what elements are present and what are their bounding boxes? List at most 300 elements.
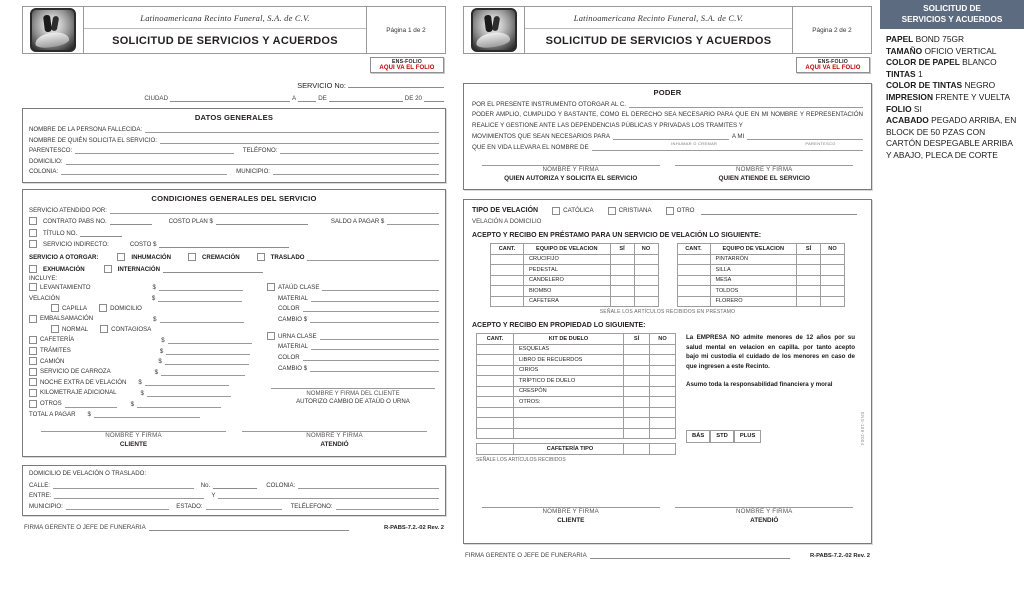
anio-input[interactable] bbox=[424, 93, 444, 102]
input-otros-desc[interactable] bbox=[65, 400, 117, 408]
cell-si[interactable] bbox=[797, 275, 821, 286]
table-row bbox=[477, 365, 676, 376]
checkbox-servicio-carroza[interactable] bbox=[29, 368, 37, 376]
spec-value-color-tintas: NEGRO bbox=[964, 80, 996, 91]
label-municipio: MUNICIPIO: bbox=[236, 168, 270, 175]
checkbox-cafeteria[interactable] bbox=[29, 336, 37, 344]
cell-si[interactable] bbox=[624, 344, 650, 355]
spec-panel-title-line2: SERVICIOS Y ACUERDOS bbox=[901, 15, 1003, 24]
list-item bbox=[267, 342, 439, 350]
aviso-paragraph-2: Asumo toda la responsabilidad financiera y moral bbox=[686, 381, 833, 388]
cell-si[interactable] bbox=[624, 407, 650, 418]
equipo-velacion-table-left bbox=[490, 243, 659, 307]
spec-row-impresion bbox=[886, 92, 1018, 104]
spec-key-tintas: TINTAS bbox=[886, 68, 916, 79]
page1-header bbox=[22, 6, 446, 54]
cell-cant[interactable] bbox=[477, 376, 514, 387]
spec-value-tamano: OFICIO VERTICAL bbox=[924, 45, 997, 56]
form-code-label-2: R-PABS-7.2.-02 Rev. 2 bbox=[809, 553, 870, 559]
input-estado[interactable] bbox=[206, 502, 282, 510]
cell-si[interactable] bbox=[610, 275, 634, 286]
cell-item: ESQUELAS bbox=[514, 344, 624, 355]
cell-no[interactable] bbox=[650, 386, 676, 397]
cell-cant[interactable] bbox=[477, 344, 514, 355]
label-cliente-2: CLIENTE bbox=[557, 516, 585, 524]
cell-si[interactable] bbox=[610, 254, 634, 265]
cell-si[interactable] bbox=[797, 265, 821, 276]
spec-key-papel: PAPEL bbox=[886, 34, 914, 44]
cell-no[interactable] bbox=[650, 344, 676, 355]
checkbox-otro-velacion[interactable] bbox=[666, 207, 674, 215]
option-cristiana[interactable] bbox=[608, 207, 652, 215]
cell-cant[interactable] bbox=[491, 275, 524, 286]
spec-value-acabado: PEGADO ARRIBA, EN BLOCK DE 50 PZAS CON CARTÓN DESPEGABLE ARRIBA Y ABAJO, PLECA DE CORTE bbox=[886, 115, 1017, 160]
checkbox-inhumacion[interactable] bbox=[117, 253, 125, 261]
field-entre bbox=[23, 491, 445, 499]
checkbox-internacion[interactable] bbox=[104, 265, 112, 273]
cell-no[interactable] bbox=[650, 376, 676, 387]
table-header-row bbox=[477, 334, 676, 345]
label-poder-otorgar: POR EL PRESENTE INSTRUMENTO OTORGAR AL C. bbox=[472, 101, 627, 108]
input-urna-cambio[interactable] bbox=[310, 364, 439, 372]
label-incluye: INCLUYE: bbox=[29, 275, 58, 282]
input-otros-monto[interactable] bbox=[137, 400, 221, 408]
checkbox-cristiana[interactable] bbox=[608, 207, 616, 215]
label-urna-clase: URNA CLASE bbox=[278, 332, 317, 340]
th-si-left: SÍ bbox=[610, 244, 634, 255]
signature-atendio-2 bbox=[675, 507, 853, 524]
label-tramites: TRÁMITES bbox=[40, 347, 71, 355]
cell-no[interactable] bbox=[634, 265, 658, 276]
input-ataud-cambio[interactable] bbox=[310, 315, 439, 323]
checkbox-otros[interactable] bbox=[29, 400, 37, 408]
field-incluye bbox=[23, 275, 445, 282]
input-entre-1[interactable] bbox=[54, 491, 204, 499]
th-no-kit: NO bbox=[650, 334, 676, 345]
checkbox-catolica[interactable] bbox=[552, 207, 560, 215]
checkbox-cremacion[interactable] bbox=[188, 253, 196, 261]
cell-no[interactable] bbox=[634, 296, 658, 307]
spec-key-color-tintas: COLOR DE TINTAS bbox=[886, 80, 963, 91]
label-domicilio-velacion: DOMICILIO bbox=[110, 304, 142, 312]
tier-bas[interactable]: BÁS bbox=[686, 430, 710, 444]
label-traslado: TRASLADO bbox=[270, 254, 305, 261]
input-ataud-material[interactable] bbox=[311, 294, 439, 302]
spec-row-color-tintas bbox=[886, 80, 1018, 92]
cell-no[interactable] bbox=[821, 265, 845, 276]
checkbox-domicilio-velacion[interactable] bbox=[99, 304, 107, 312]
input-noche-extra[interactable] bbox=[145, 378, 229, 386]
input-entre-2[interactable] bbox=[218, 491, 439, 499]
list-item: SERVICIO DE CARROZA $ bbox=[29, 368, 261, 376]
folio-code-label-2: ENS-FOLIO bbox=[817, 59, 849, 65]
spec-value-papel: BOND 75GR bbox=[915, 34, 965, 44]
table-row bbox=[491, 254, 659, 265]
cell-si[interactable] bbox=[610, 265, 634, 276]
cell-cant[interactable] bbox=[477, 407, 514, 418]
checkbox-servicio-indirecto[interactable] bbox=[29, 240, 37, 248]
cell-si[interactable] bbox=[624, 418, 650, 429]
list-item bbox=[267, 304, 439, 312]
label-poder-sig-right-1: NOMBRE Y FIRMA bbox=[735, 166, 793, 173]
checkbox-kilometraje[interactable] bbox=[29, 389, 37, 397]
cell-si[interactable] bbox=[624, 365, 650, 376]
poder-box bbox=[463, 83, 872, 190]
condiciones-title: CONDICIONES GENERALES DEL SERVICIO bbox=[151, 193, 317, 203]
field-nombre-fallecida bbox=[23, 125, 445, 133]
label-ataud-color: COLOR bbox=[278, 305, 300, 313]
label-urna-cambio: CAMBIO $ bbox=[278, 364, 308, 372]
label-kilometraje: KILOMETRAJE ADICIONAL bbox=[40, 389, 117, 397]
input-velacion[interactable] bbox=[158, 294, 242, 302]
equipo-velacion-table-right bbox=[677, 243, 846, 307]
cell-item: CIRIOS bbox=[514, 365, 624, 376]
cell-item[interactable] bbox=[514, 418, 624, 429]
input-total-a-pagar[interactable] bbox=[94, 410, 200, 418]
page-number-label-2: Página 2 de 2 bbox=[812, 26, 852, 34]
input-internacion[interactable] bbox=[163, 264, 263, 273]
cell-si[interactable] bbox=[624, 428, 650, 439]
label-no: No. bbox=[200, 481, 211, 489]
checkbox-embalsamacion[interactable] bbox=[29, 315, 37, 323]
cell-cant[interactable] bbox=[491, 286, 524, 297]
mes-input[interactable] bbox=[329, 93, 403, 102]
cell-si[interactable] bbox=[624, 376, 650, 387]
checkbox-capilla[interactable] bbox=[51, 304, 59, 312]
ciudad-input[interactable] bbox=[170, 93, 290, 102]
cell-si-cafeteria[interactable] bbox=[624, 444, 650, 455]
label-total-a-pagar: TOTAL A PAGAR bbox=[29, 411, 76, 419]
servicio-no-row bbox=[14, 79, 444, 90]
field-servicio-atendido bbox=[23, 206, 445, 214]
firma-gerente-block bbox=[24, 522, 384, 531]
label-nombre-vida: QUE EN VIDA LLEVARA EL NOMBRE DE bbox=[472, 144, 589, 151]
cell-item: TRÍPTICO DE DUELO bbox=[514, 376, 624, 387]
cell-cant[interactable] bbox=[677, 286, 710, 297]
label-ataud-material: MATERIAL bbox=[278, 294, 309, 302]
cell-cant[interactable] bbox=[677, 296, 710, 307]
page2-header bbox=[463, 6, 872, 54]
label-atendio-2: ATENDIÓ bbox=[750, 516, 779, 524]
folio-placeholder-label: AQUI VA EL FOLIO bbox=[379, 65, 435, 71]
table-row bbox=[477, 444, 676, 455]
spec-key-color-papel: COLOR DE PAPEL bbox=[886, 57, 960, 68]
spec-row-color-papel bbox=[886, 57, 1018, 69]
input-servicio-carroza[interactable] bbox=[161, 368, 245, 376]
label-contagiosa: CONTAGIOSA bbox=[111, 325, 152, 333]
cell-cant[interactable] bbox=[491, 254, 524, 265]
input-otro-velacion[interactable] bbox=[701, 206, 858, 215]
cell-cant[interactable] bbox=[491, 265, 524, 276]
page1-folio-area bbox=[22, 57, 444, 73]
cell-si[interactable] bbox=[797, 296, 821, 307]
input-saldo-pagar[interactable] bbox=[387, 217, 439, 225]
th-equipo-left: EQUIPO DE VELACION bbox=[524, 244, 611, 255]
input-telefono[interactable] bbox=[280, 146, 439, 154]
list-item: TRÁMITES $ bbox=[29, 347, 261, 355]
input-municipio[interactable] bbox=[273, 167, 439, 175]
page2-signatures bbox=[464, 507, 871, 524]
label-estado: ESTADO: bbox=[176, 502, 203, 510]
th-cant-left: CANT. bbox=[491, 244, 524, 255]
input-levantamiento[interactable] bbox=[159, 283, 243, 291]
prestamo-tables bbox=[464, 243, 871, 307]
tier-plus[interactable]: PLUS bbox=[734, 430, 761, 444]
cell-no[interactable] bbox=[650, 407, 676, 418]
cell-si[interactable] bbox=[624, 355, 650, 366]
input-firma-gerente[interactable] bbox=[149, 522, 349, 531]
firma-gerente-block-2 bbox=[465, 550, 810, 559]
input-tramites[interactable] bbox=[166, 347, 250, 355]
page-number-label: Página 1 de 2 bbox=[386, 26, 426, 34]
spec-value-impresion: FRENTE Y VUELTA bbox=[935, 91, 1011, 102]
signature-quien-autoriza bbox=[482, 165, 660, 182]
input-traslado[interactable] bbox=[307, 253, 439, 261]
cell-no[interactable] bbox=[821, 286, 845, 297]
propiedad-heading: ACEPTO Y RECIBO EN PROPIEDAD LO SIGUIENTE: bbox=[472, 322, 646, 329]
checkbox-normal[interactable] bbox=[51, 325, 59, 333]
poder-line-3 bbox=[464, 132, 871, 140]
cell-no[interactable] bbox=[650, 355, 676, 366]
input-firma-gerente-2[interactable] bbox=[590, 550, 790, 559]
cell-cant[interactable] bbox=[477, 428, 514, 439]
input-telefono-dom[interactable] bbox=[336, 502, 439, 510]
option-otro[interactable] bbox=[666, 207, 695, 215]
input-titulo-no[interactable] bbox=[80, 228, 122, 237]
tier-std[interactable]: STD bbox=[710, 430, 734, 444]
spec-panel-title-line1: SOLICITUD DE bbox=[923, 4, 981, 13]
checkbox-tramites[interactable] bbox=[29, 347, 37, 355]
label-inhumacion: INHUMACIÓN bbox=[131, 254, 172, 261]
poder-signatures bbox=[464, 165, 871, 184]
list-item: LEVANTAMIENTO $ bbox=[29, 283, 261, 291]
internal-doc-code: ENS-109-2004 bbox=[860, 412, 865, 446]
cell-cant[interactable] bbox=[677, 254, 710, 265]
input-no[interactable] bbox=[213, 480, 257, 489]
prestamo-note: SEÑALE LOS ARTÍCULOS RECIBIDOS EN PRÉSTAMO bbox=[599, 309, 736, 315]
label-entre: ENTRE: bbox=[29, 492, 52, 500]
option-catolica[interactable] bbox=[552, 207, 593, 215]
cell-item: CANDELERO bbox=[524, 275, 611, 286]
label-firma-gerente: FIRMA GERENTE O JEFE DE FUNERARIA bbox=[24, 523, 146, 531]
kit-duelo-table bbox=[476, 333, 676, 439]
dia-input[interactable] bbox=[298, 93, 316, 102]
poder-line-4 bbox=[464, 143, 871, 151]
th-equipo-right: EQUIPO DE VELACION bbox=[710, 244, 797, 255]
header-title-cell-2 bbox=[525, 7, 793, 53]
cell-item: OTROS: bbox=[514, 397, 624, 408]
label-domicilio-velacion-traslado: DOMICILIO DE VELACIÓN O TRASLADO: bbox=[29, 469, 147, 477]
cafeteria-tipo-table bbox=[476, 443, 676, 455]
cell-cant[interactable] bbox=[477, 418, 514, 429]
table-row bbox=[477, 407, 676, 418]
label-y: Y bbox=[211, 492, 216, 500]
list-item: CAMIÓN $ bbox=[29, 357, 261, 365]
label-cremacion: CREMACIÓN bbox=[202, 254, 240, 261]
input-costo-plan[interactable] bbox=[216, 216, 308, 225]
spec-row-papel bbox=[886, 34, 1018, 46]
prestamo-heading: ACEPTO Y RECIBO EN PRÉSTAMO PARA UN SERVICIO DE VELACIÓN LO SIGUIENTE: bbox=[472, 232, 762, 239]
label-a-mi: A MI bbox=[731, 133, 745, 140]
signature-atendio bbox=[242, 431, 427, 448]
label-cliente: CLIENTE bbox=[119, 440, 148, 448]
input-cafeteria[interactable] bbox=[168, 336, 252, 344]
checkbox-levantamiento[interactable] bbox=[29, 283, 37, 291]
cell-no[interactable] bbox=[634, 275, 658, 286]
input-nombre-fallecida[interactable] bbox=[145, 125, 439, 133]
spec-row-acabado bbox=[886, 115, 1018, 161]
cell-no[interactable] bbox=[650, 418, 676, 429]
list-item bbox=[267, 364, 439, 372]
list-item bbox=[267, 315, 439, 323]
label-capilla: CAPILLA bbox=[62, 304, 88, 312]
cell-cant[interactable] bbox=[477, 365, 514, 376]
checkbox-noche-extra[interactable] bbox=[29, 378, 37, 386]
company-brand-name: Latinoamericana Recinto Funeral, S.A. de C.V. bbox=[84, 7, 366, 29]
label-colonia: COLONIA: bbox=[29, 168, 59, 175]
input-inhumar-cremar[interactable] bbox=[613, 132, 729, 140]
de20-label: DE 20 bbox=[404, 95, 422, 102]
cell-no[interactable] bbox=[650, 365, 676, 376]
signature-cliente-2 bbox=[482, 507, 660, 524]
input-parentesco-poder[interactable] bbox=[747, 132, 863, 140]
table-row bbox=[477, 397, 676, 408]
company-logo-icon bbox=[471, 8, 517, 52]
th-si-kit: SÍ bbox=[624, 334, 650, 345]
input-costo[interactable] bbox=[159, 239, 289, 248]
company-brand-name-2: Latinoamericana Recinto Funeral, S.A. de C.V. bbox=[525, 7, 792, 29]
cell-no[interactable] bbox=[821, 254, 845, 265]
label-poder-sig-right-2: QUIEN ATIENDE EL SERVICIO bbox=[718, 175, 810, 182]
checkbox-titulo-no[interactable] bbox=[29, 229, 37, 237]
cell-no-cafeteria[interactable] bbox=[650, 444, 676, 455]
table-row bbox=[491, 286, 659, 297]
datos-generales-box bbox=[22, 108, 446, 183]
checkbox-contrato-pabs[interactable] bbox=[29, 217, 37, 225]
cell-item: SILLA bbox=[710, 265, 797, 276]
cell-si[interactable] bbox=[610, 296, 634, 307]
label-servicio-carroza: SERVICIO DE CARROZA bbox=[40, 368, 111, 376]
checkbox-urna-clase[interactable] bbox=[267, 332, 275, 340]
input-urna-color[interactable] bbox=[303, 353, 439, 361]
cell-item: TOLDOS bbox=[710, 286, 797, 297]
input-contrato-pabs[interactable] bbox=[110, 216, 152, 225]
cell-cant[interactable] bbox=[477, 355, 514, 366]
table-row bbox=[677, 286, 845, 297]
servicio-no-input[interactable] bbox=[348, 79, 444, 88]
table-row bbox=[491, 296, 659, 307]
cell-item[interactable] bbox=[514, 428, 624, 439]
input-domicilio[interactable] bbox=[66, 157, 439, 165]
poder-line-1 bbox=[464, 100, 871, 108]
cell-cant[interactable] bbox=[491, 296, 524, 307]
cell-cant[interactable] bbox=[477, 386, 514, 397]
cell-item: PINTARRÓN bbox=[710, 254, 797, 265]
input-urna-material[interactable] bbox=[311, 342, 439, 350]
checkbox-exhumacion[interactable] bbox=[29, 265, 37, 273]
input-embalsamacion[interactable] bbox=[160, 315, 244, 323]
cell-no[interactable] bbox=[650, 397, 676, 408]
input-servicio-atendido[interactable] bbox=[110, 206, 439, 214]
cell-item: LIBRO DE RECUERDOS bbox=[514, 355, 624, 366]
cell-item: PEDESTAL bbox=[524, 265, 611, 276]
input-ataud-color[interactable] bbox=[303, 304, 439, 312]
header-logo-cell bbox=[23, 7, 84, 53]
field-titulo-no bbox=[23, 228, 445, 237]
table-row bbox=[677, 296, 845, 307]
cell-cant[interactable] bbox=[677, 265, 710, 276]
label-nombre-solicita: NOMBRE DE QUIÉN SOLICITA EL SERVICIO: bbox=[29, 136, 157, 144]
label-autorizo-cambio: AUTORIZO CAMBIO DE ATAÚD O URNA bbox=[296, 397, 410, 405]
cell-no[interactable] bbox=[634, 254, 658, 265]
cell-cant[interactable] bbox=[677, 275, 710, 286]
cell-cant-cafeteria[interactable] bbox=[477, 444, 514, 455]
input-colonia[interactable] bbox=[61, 167, 227, 175]
cell-si[interactable] bbox=[624, 397, 650, 408]
list-item bbox=[267, 283, 439, 291]
input-poder-otorgar[interactable] bbox=[629, 100, 863, 108]
input-municipio-dom[interactable] bbox=[66, 502, 169, 510]
th-si-right: SÍ bbox=[797, 244, 821, 255]
table-row bbox=[491, 275, 659, 286]
list-item: KILOMETRAJE ADICIONAL $ bbox=[29, 389, 261, 397]
cell-cant[interactable] bbox=[477, 397, 514, 408]
cell-item[interactable] bbox=[514, 407, 624, 418]
cell-item: CRUCIFIJO bbox=[524, 254, 611, 265]
checkbox-ataud-clase[interactable] bbox=[267, 283, 275, 291]
input-colonia-dom[interactable] bbox=[298, 481, 439, 489]
checkbox-camion[interactable] bbox=[29, 357, 37, 365]
cell-si[interactable] bbox=[797, 286, 821, 297]
label-atendio: ATENDIÓ bbox=[320, 440, 349, 448]
cell-si[interactable] bbox=[624, 386, 650, 397]
input-parentesco[interactable] bbox=[75, 146, 234, 154]
label-servicio-otorgar: SERVICIO A OTORGAR: bbox=[29, 254, 99, 261]
folio-code-label: ENS-FOLIO bbox=[391, 59, 423, 65]
input-urna-clase[interactable] bbox=[320, 332, 439, 340]
th-cant-right: CANT. bbox=[677, 244, 710, 255]
cell-si[interactable] bbox=[610, 286, 634, 297]
label-otro-velacion: OTRO bbox=[676, 207, 695, 214]
label-cristiana: CRISTIANA bbox=[618, 207, 652, 214]
cell-no[interactable] bbox=[821, 275, 845, 286]
cell-no[interactable] bbox=[650, 428, 676, 439]
label-saldo-pagar: SALDO A PAGAR $ bbox=[330, 218, 385, 225]
input-kilometraje[interactable] bbox=[147, 389, 231, 397]
input-ataud-clase[interactable] bbox=[322, 283, 439, 291]
table-row bbox=[477, 344, 676, 355]
checkbox-contagiosa[interactable] bbox=[100, 325, 108, 333]
input-calle[interactable] bbox=[53, 481, 194, 489]
list-item: NOCHE EXTRA DE VELACIÓN $ bbox=[29, 378, 261, 386]
domicilio-velacion-box bbox=[22, 465, 446, 516]
input-nombre-vida[interactable] bbox=[592, 143, 863, 151]
total-currency-symbol: $ bbox=[87, 411, 91, 419]
hand-icon bbox=[475, 30, 511, 49]
field-municipio-estado-telefono bbox=[23, 502, 445, 510]
cell-no[interactable] bbox=[634, 286, 658, 297]
cell-no[interactable] bbox=[821, 296, 845, 307]
label-ataud-clase: ATAÚD CLASE bbox=[278, 284, 320, 291]
checkbox-traslado[interactable] bbox=[257, 253, 265, 261]
label-nombre-firma-atendio-2: NOMBRE Y FIRMA bbox=[735, 507, 793, 515]
table-header-row bbox=[677, 244, 845, 255]
list-item: VELACIÓN $ bbox=[29, 294, 261, 302]
input-nombre-solicita[interactable] bbox=[160, 136, 439, 144]
cell-si[interactable] bbox=[797, 254, 821, 265]
input-camion[interactable] bbox=[165, 357, 249, 365]
th-no-left: NO bbox=[634, 244, 658, 255]
